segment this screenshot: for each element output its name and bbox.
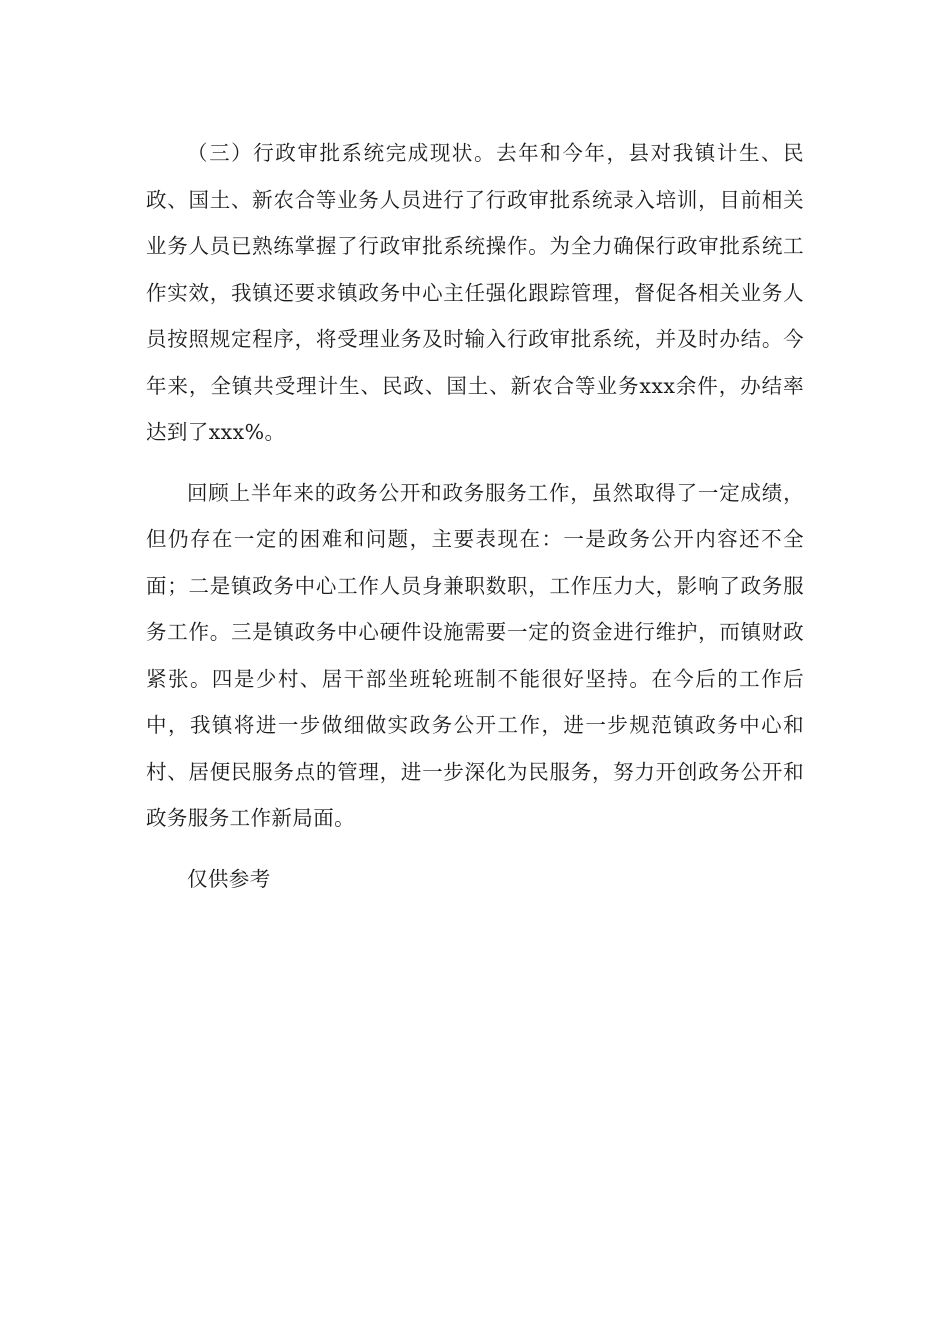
- paragraph-approval-system-status: （三）行政审批系统完成现状。去年和今年，县对我镇计生、民政、国土、新农合等业务人员进行了行政审批系统录入培训，目前相关业务人员已熟练掌握了行政审批系统操作。为全力确保行政审批系统工作实效，我镇还要求镇政务中心主任强化跟踪管理，督促各相关业务人员按照规定程序，将受理业务及时输入行政审批系统，并及时办结。今年来，全镇共受理计生、民政、国土、新农合等业务xxx余件，办结率达到了xxx%。: [146, 141, 804, 444]
- closing-note: 仅供参考: [187, 866, 271, 891]
- document-body: [146, 130, 804, 916]
- paragraph-review-and-problems: 回顾上半年来的政务公开和政务服务工作，虽然取得了一定成绩，但仍存在一定的困难和问题，主要表现在：一是政务公开内容还不全面；二是镇政务中心工作人员身兼职数职，工作压力大，影响了政务服务工作。三是镇政务中心硬件设施需要一定的资金进行维护，而镇财政紧张。四是少村、居干部坐班轮班制不能很好坚持。在今后的工作后中，我镇将进一步做细做实政务公开工作，进一步规范镇政务中心和村、居便民服务点的管理，进一步深化为民服务，努力开创政务公开和政务服务工作新局面。: [146, 480, 804, 830]
